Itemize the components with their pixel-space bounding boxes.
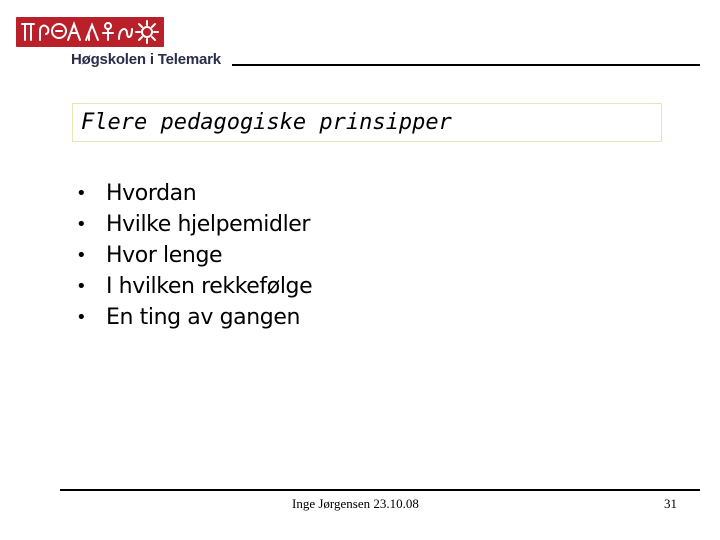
bullet-text: Hvilke hjelpemidler bbox=[106, 212, 311, 237]
bullet-marker: • bbox=[76, 214, 87, 235]
bullet-marker: • bbox=[76, 276, 87, 297]
footer-divider bbox=[60, 489, 700, 491]
bullet-item bbox=[74, 271, 312, 302]
bullet-marker: • bbox=[76, 307, 87, 328]
bullet-list bbox=[74, 178, 312, 333]
bullet-text: Hvordan bbox=[106, 181, 197, 206]
institution-name: Høgskolen i Telemark bbox=[71, 51, 221, 68]
runic-glyphs-logo-icon bbox=[16, 17, 164, 47]
bullet-item bbox=[74, 178, 312, 209]
bullet-text: Hvor lenge bbox=[106, 243, 223, 268]
header-divider bbox=[232, 64, 700, 66]
bullet-marker: • bbox=[76, 245, 87, 266]
bullet-item bbox=[74, 209, 312, 240]
slide-title: Flere pedagogiske prinsipper bbox=[81, 110, 452, 135]
institution-logo bbox=[16, 17, 164, 47]
bullet-marker: • bbox=[76, 183, 87, 204]
slide-title-box bbox=[72, 103, 662, 142]
footer-author: Inge Jørgensen 23.10.08 bbox=[292, 496, 419, 511]
bullet-text: En ting av gangen bbox=[106, 305, 301, 330]
bullet-text: I hvilken rekkefølge bbox=[106, 274, 313, 299]
page-number: 31 bbox=[664, 496, 677, 511]
bullet-item bbox=[74, 240, 312, 271]
bullet-item bbox=[74, 302, 312, 333]
